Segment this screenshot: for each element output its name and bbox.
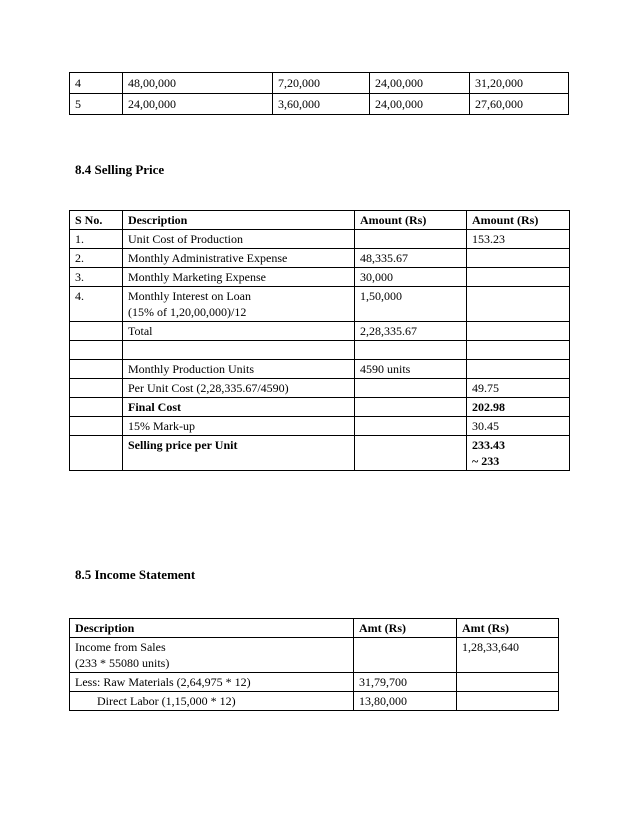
table-cell bbox=[70, 417, 123, 436]
table-cell: 5 bbox=[70, 94, 123, 115]
table-cell bbox=[457, 673, 559, 692]
table-cell bbox=[70, 341, 123, 360]
table-cell bbox=[467, 341, 570, 360]
table-cell bbox=[355, 341, 467, 360]
table-row bbox=[70, 73, 569, 94]
table-cell: 1,50,000 bbox=[355, 287, 467, 322]
table-row bbox=[70, 638, 559, 673]
table-row bbox=[70, 692, 559, 711]
column-header: Amt (Rs) bbox=[354, 619, 457, 638]
selling-price-heading: 8.4 Selling Price bbox=[75, 162, 165, 177]
table-cell: 49.75 bbox=[467, 379, 570, 398]
table-cell: 30.45 bbox=[467, 417, 570, 436]
table-cell: Per Unit Cost (2,28,335.67/4590) bbox=[123, 379, 355, 398]
table-row bbox=[70, 673, 559, 692]
table-cell: Monthly Marketing Expense bbox=[123, 268, 355, 287]
table-cell: Total bbox=[123, 322, 355, 341]
table-row bbox=[70, 398, 570, 417]
table-row bbox=[70, 417, 570, 436]
table-cell: 31,79,700 bbox=[354, 673, 457, 692]
table-cell bbox=[70, 360, 123, 379]
table-cell: Monthly Production Units bbox=[123, 360, 355, 379]
column-header: Amt (Rs) bbox=[457, 619, 559, 638]
table-cell: 3,60,000 bbox=[273, 94, 370, 115]
table-cell bbox=[467, 436, 570, 471]
table-cell: 48,00,000 bbox=[123, 73, 273, 94]
table-cell: 24,00,000 bbox=[123, 94, 273, 115]
selling-price-table bbox=[69, 210, 570, 471]
column-header: Description bbox=[70, 619, 354, 638]
table-row bbox=[70, 360, 570, 379]
table-cell: Unit Cost of Production bbox=[123, 230, 355, 249]
table-cell: 202.98 bbox=[467, 398, 570, 417]
table-cell: 15% Mark-up bbox=[123, 417, 355, 436]
table-cell: 3. bbox=[70, 268, 123, 287]
table-cell bbox=[123, 341, 355, 360]
table-cell: 2,28,335.67 bbox=[355, 322, 467, 341]
description-line: Monthly Interest on Loan bbox=[128, 289, 251, 303]
table-cell bbox=[457, 692, 559, 711]
table-cell: 27,60,000 bbox=[470, 94, 569, 115]
table-cell: 2. bbox=[70, 249, 123, 268]
table-cell: 4590 units bbox=[355, 360, 467, 379]
table-header-row bbox=[70, 211, 570, 230]
selling-price-value: 233.43 bbox=[472, 438, 505, 452]
table-cell: 1. bbox=[70, 230, 123, 249]
table-row bbox=[70, 268, 570, 287]
table-cell bbox=[467, 360, 570, 379]
table-cell bbox=[355, 230, 467, 249]
column-header: Amount (Rs) bbox=[467, 211, 570, 230]
table-cell bbox=[467, 287, 570, 322]
description-line: Income from Sales bbox=[75, 640, 166, 654]
table-cell bbox=[355, 379, 467, 398]
table-cell: Monthly Administrative Expense bbox=[123, 249, 355, 268]
table-cell: 24,00,000 bbox=[370, 94, 470, 115]
table-row bbox=[70, 322, 570, 341]
table-cell: 24,00,000 bbox=[370, 73, 470, 94]
table-cell bbox=[70, 638, 354, 673]
table-cell: Selling price per Unit bbox=[123, 436, 355, 471]
table-cell: 30,000 bbox=[355, 268, 467, 287]
table-cell bbox=[467, 249, 570, 268]
table-cell bbox=[467, 268, 570, 287]
column-header: S No. bbox=[70, 211, 123, 230]
column-header: Amount (Rs) bbox=[355, 211, 467, 230]
table-cell bbox=[355, 436, 467, 471]
table-cell bbox=[355, 398, 467, 417]
table-cell bbox=[70, 322, 123, 341]
table-cell: 153.23 bbox=[467, 230, 570, 249]
table-cell bbox=[70, 398, 123, 417]
table-header-row bbox=[70, 619, 559, 638]
table-row bbox=[70, 249, 570, 268]
table-cell bbox=[70, 436, 123, 471]
table-row bbox=[70, 230, 570, 249]
income-statement-table bbox=[69, 618, 559, 711]
table-row bbox=[70, 379, 570, 398]
table-cell: Less: Raw Materials (2,64,975 * 12) bbox=[70, 673, 354, 692]
table-cell bbox=[354, 638, 457, 673]
income-statement-heading: 8.5 Income Statement bbox=[75, 567, 196, 582]
table-row bbox=[70, 436, 570, 471]
table-cell: Final Cost bbox=[123, 398, 355, 417]
table-row bbox=[70, 94, 569, 115]
table-cell bbox=[355, 417, 467, 436]
table-cell: 4. bbox=[70, 287, 123, 322]
table-cell: 13,80,000 bbox=[354, 692, 457, 711]
table-row bbox=[70, 287, 570, 322]
description-line: (233 * 55080 units) bbox=[75, 656, 170, 670]
column-header: Description bbox=[123, 211, 355, 230]
table-cell bbox=[123, 287, 355, 322]
table-cell: 7,20,000 bbox=[273, 73, 370, 94]
selling-price-rounded: ~ 233 bbox=[472, 454, 500, 468]
table-cell: 48,335.67 bbox=[355, 249, 467, 268]
table-cell: 4 bbox=[70, 73, 123, 94]
table-row bbox=[70, 341, 570, 360]
production-cost-table-continued bbox=[69, 72, 569, 115]
description-line: (15% of 1,20,00,000)/12 bbox=[128, 305, 247, 319]
table-cell: 31,20,000 bbox=[470, 73, 569, 94]
table-cell bbox=[70, 379, 123, 398]
table-cell bbox=[467, 322, 570, 341]
table-cell: 1,28,33,640 bbox=[457, 638, 559, 673]
table-cell: Direct Labor (1,15,000 * 12) bbox=[70, 692, 354, 711]
